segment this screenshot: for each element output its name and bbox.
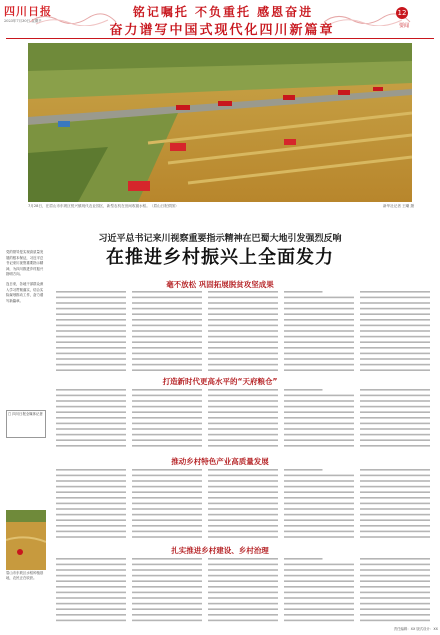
text-line [132,445,202,447]
text-line [56,558,126,560]
photo-credit: 新华社记者 王曦 摄 [382,204,414,208]
text-line [284,411,354,413]
text-line [208,503,278,505]
text-line [360,569,430,571]
text-line [56,469,126,471]
text-line [284,313,354,315]
text-line [132,434,202,436]
text-line [284,330,354,332]
text-line [208,428,278,430]
banner-slogan-top: 铭记嘱托 不负重托 感恩奋进 [132,5,314,19]
text-line [56,597,126,599]
photo-caption: 7月28日，在眉山市东坡区悦兴镇现代农业园区，新型农机在田间收割水稻。（眉山日报供图） [28,204,179,208]
text-line [284,486,354,488]
text-line [208,586,278,588]
text-line [208,536,278,538]
text-line [208,491,278,493]
text-line [284,395,354,397]
text-line [208,319,278,321]
text-line [208,575,278,577]
text-line [284,508,354,510]
text-line [284,586,354,588]
text-line [132,580,202,582]
text-line [360,445,430,447]
text-line [132,525,202,527]
text-line [56,475,126,477]
text-line [360,514,430,516]
text-line [360,400,430,402]
text-line [284,341,354,343]
text-line [208,389,278,391]
text-line [360,297,430,299]
text-line [360,586,430,588]
text-line [284,525,354,527]
text-line [132,297,202,299]
text-line [284,469,323,471]
text-line [208,308,278,310]
text-line [56,503,126,505]
text-line [284,564,354,566]
text-line [56,603,126,605]
text-line [56,325,126,327]
text-line [132,411,202,413]
page-section-label: 要闻 [398,23,409,29]
text-line [208,297,278,299]
text-line [360,508,430,510]
text-line [56,564,126,566]
text-line [132,620,202,622]
text-line [208,519,278,521]
text-line [360,308,430,310]
text-line [56,395,126,397]
text-line [132,417,202,419]
text-line [56,531,126,533]
text-line [56,586,126,588]
text-line [284,325,354,327]
text-line [360,475,430,477]
text-line [284,503,354,505]
text-line [56,575,126,577]
text-line [284,592,354,594]
text-line [208,592,278,594]
text-line [132,439,202,441]
text-line [284,302,354,304]
text-line [56,319,126,321]
text-line [284,491,354,493]
text-line [56,297,126,299]
text-line [208,341,278,343]
text-line [208,406,278,408]
text-line [56,347,126,349]
text-line [132,491,202,493]
text-line [208,313,278,315]
text-line [56,514,126,516]
article-text-block [56,468,430,542]
text-line [132,358,202,360]
newspaper-logo: 四川日报 [4,5,52,18]
sidebar-photo [6,510,46,570]
text-line [284,291,323,293]
text-line [132,469,202,471]
text-line [360,491,430,493]
sidebar-byline-box: □ 四川日报全媒体记者 [6,410,46,438]
text-line [208,531,278,533]
text-line [132,614,202,616]
text-line [208,395,278,397]
text-line [56,428,126,430]
text-line [56,569,126,571]
text-line [360,580,430,582]
text-line [56,439,126,441]
text-line [132,575,202,577]
section-subhead: 扎实推进乡村建设、乡村治理 [171,546,269,555]
text-line [208,330,278,332]
text-line [132,597,202,599]
text-line [132,536,202,538]
text-line [56,614,126,616]
text-line [132,291,202,293]
text-line [208,620,278,622]
article-text-block [56,290,430,374]
text-line [360,439,430,441]
text-line [208,445,278,447]
text-line [208,417,278,419]
text-line [56,519,126,521]
text-line [56,508,126,510]
text-line [360,302,430,304]
text-line [284,519,354,521]
text-line [56,400,126,402]
text-line [360,497,430,499]
text-line [208,369,278,371]
text-line [284,580,354,582]
text-line [208,411,278,413]
text-line [360,597,430,599]
text-line [360,313,430,315]
text-line [360,369,430,371]
text-line [284,428,354,430]
text-line [284,536,354,538]
text-line [208,400,278,402]
text-line [208,302,278,304]
text-line [56,341,126,343]
text-line [284,417,354,419]
text-line [56,486,126,488]
text-line [132,514,202,516]
text-line [132,347,202,349]
text-line [360,341,430,343]
text-line [132,503,202,505]
text-line [360,319,430,321]
text-line [208,364,278,366]
text-line [132,592,202,594]
text-line [56,302,126,304]
text-line [56,491,126,493]
banner-slogan-bottom: 奋力谱写中国式现代化四川新篇章 [109,23,335,38]
sidebar-photo-caption: 眉山市东坡区水稻种植基地，农民正在收获。 [6,571,44,580]
text-line [56,480,126,482]
text-line [284,614,354,616]
text-line [208,569,278,571]
text-line [284,336,354,338]
text-line [360,469,430,471]
text-line [208,497,278,499]
text-line [132,369,202,371]
text-line [56,364,126,366]
text-line [56,592,126,594]
text-line [284,597,354,599]
text-line [132,341,202,343]
text-line [360,417,430,419]
text-line [56,389,126,391]
text-line [56,411,126,413]
text-line [284,406,354,408]
text-line [56,369,126,371]
text-line [132,475,202,477]
text-line [132,603,202,605]
text-line [360,364,430,366]
text-line [284,434,354,436]
rice-harvest-photo [28,43,412,202]
text-line [284,389,323,391]
text-line [132,519,202,521]
text-line [284,347,354,349]
text-line [56,497,126,499]
text-line [284,400,354,402]
text-line [208,580,278,582]
text-line [284,475,354,477]
text-line [132,313,202,315]
text-line [284,353,354,355]
text-line [132,308,202,310]
text-line [132,353,202,355]
text-line [56,536,126,538]
text-line [360,531,430,533]
text-line [284,480,354,482]
text-line [56,330,126,332]
text-line [208,347,278,349]
text-line [360,620,430,622]
text-line [208,469,278,471]
text-line [132,302,202,304]
sidebar-paragraph: 党的领导是实现高质量发展的根本保证，习近平总书记来川视察重要指示精神，为四川推进乡村振兴指明方向。 [6,250,44,277]
text-line [132,531,202,533]
text-line [284,439,354,441]
text-line [360,519,430,521]
page-footer: 责任编辑：XX 版式设计：XX [393,627,438,631]
sidebar-lead [6,250,46,304]
text-line [56,358,126,360]
text-line [360,480,430,482]
text-line [132,569,202,571]
text-line [360,592,430,594]
text-line [284,423,354,425]
text-line [284,364,354,366]
section-subhead: 毫不放松 巩固拓展脱贫攻坚成果 [166,280,274,289]
text-line [132,325,202,327]
text-line [208,434,278,436]
text-line [132,364,202,366]
text-line [284,358,354,360]
text-line [56,353,126,355]
text-line [132,423,202,425]
text-line [56,336,126,338]
text-line [208,439,278,441]
text-line [208,336,278,338]
text-line [208,486,278,488]
text-line [360,395,430,397]
cloud-ornament-icon [28,10,118,26]
text-line [132,586,202,588]
text-line [56,620,126,622]
text-line [360,423,430,425]
text-line [360,406,430,408]
text-line [284,531,354,533]
text-line [132,319,202,321]
article-headline: 在推进乡村振兴上全面发力 [106,247,334,268]
text-line [208,508,278,510]
text-line [208,514,278,516]
text-line [208,564,278,566]
text-line [208,603,278,605]
text-line [284,603,354,605]
text-line [56,313,126,315]
text-line [360,603,430,605]
section-subhead: 推动乡村特色产业高质量发展 [171,457,269,466]
text-line [56,580,126,582]
text-line [360,411,430,413]
text-line [208,608,278,610]
text-line [56,445,126,447]
text-line [132,428,202,430]
text-line [132,564,202,566]
text-line [132,330,202,332]
text-line [360,536,430,538]
text-line [132,486,202,488]
article-text-block [56,388,430,452]
text-line [360,330,430,332]
article-kicker: 习近平总书记来川视察重要指示精神在巴蜀大地引发强烈反响 [98,234,342,244]
text-line [208,525,278,527]
text-line [284,319,354,321]
text-line [284,575,354,577]
text-line [360,347,430,349]
text-line [284,497,354,499]
section-subhead: 打造新时代更高水平的“天府粮仓” [162,377,278,386]
text-line [284,445,354,447]
text-line [208,475,278,477]
text-line [208,325,278,327]
text-line [132,336,202,338]
text-line [284,558,323,560]
text-line [56,291,126,293]
text-line [360,525,430,527]
text-line [284,514,354,516]
text-line [360,558,430,560]
text-line [284,297,354,299]
text-line [360,564,430,566]
text-line [56,434,126,436]
text-line [360,434,430,436]
article-text-block [56,557,430,623]
text-line [132,558,202,560]
text-line [132,480,202,482]
text-line [360,336,430,338]
text-line [360,503,430,505]
text-line [360,614,430,616]
text-line [132,400,202,402]
text-line [360,291,430,293]
text-line [132,508,202,510]
text-line [360,389,430,391]
header-divider [6,38,434,39]
text-line [56,417,126,419]
text-line [284,369,354,371]
text-line [56,308,126,310]
text-line [132,406,202,408]
text-line [56,608,126,610]
text-line [208,480,278,482]
text-line [360,608,430,610]
text-line [360,428,430,430]
text-line [56,406,126,408]
text-line [360,358,430,360]
text-line [208,558,278,560]
text-line [56,423,126,425]
text-line [284,620,354,622]
text-line [208,291,278,293]
text-line [360,486,430,488]
text-line [208,597,278,599]
text-line [208,353,278,355]
text-line [56,525,126,527]
text-line [208,614,278,616]
text-line [132,608,202,610]
text-line [360,325,430,327]
text-line [208,423,278,425]
text-line [360,353,430,355]
text-line [132,389,202,391]
text-line [284,308,354,310]
text-line [284,608,354,610]
text-line [132,395,202,397]
text-line [360,575,430,577]
sidebar-paragraph: 连日来，各地干部群众深入学习贯彻落实，结合实际谋划推动工作，奋力谱写新篇章。 [6,281,44,303]
text-line [284,569,354,571]
text-line [208,358,278,360]
date-line: 2023年7月30日 星期日 [4,19,42,23]
text-line [132,497,202,499]
page-number-badge: 12 [397,9,407,17]
